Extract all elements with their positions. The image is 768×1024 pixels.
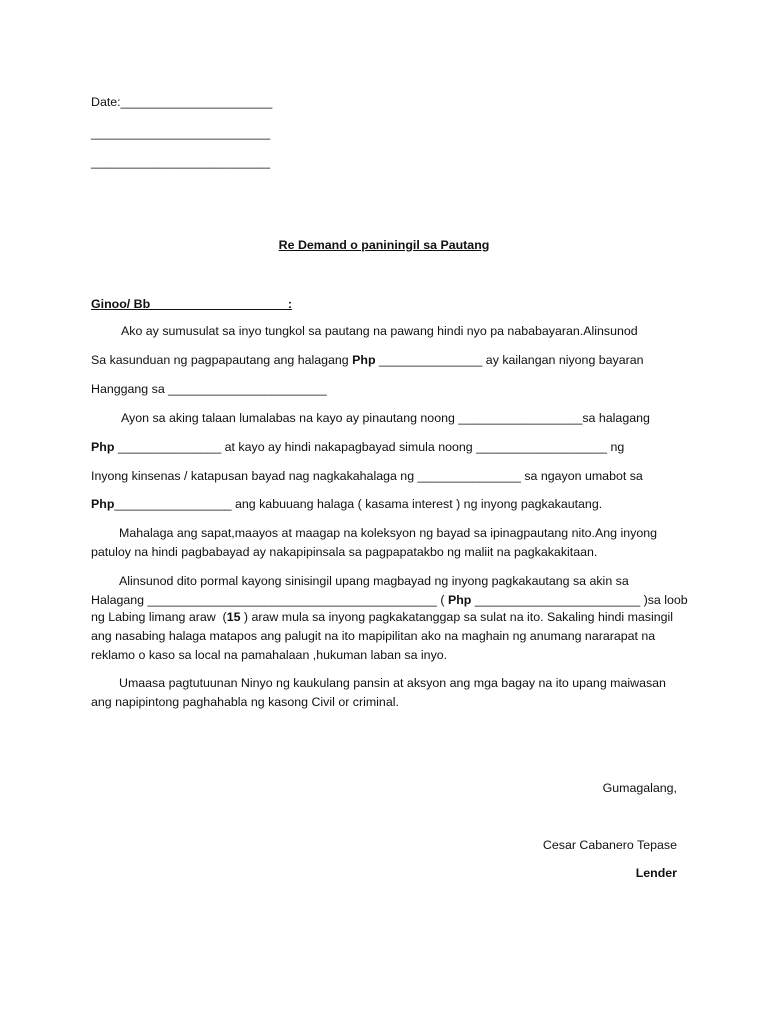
paragraph-3-line-1: Mahalaga ang sapat,maayos at maagap na koleksyon ng bayad sa ipinagpautang nito.Ang inyong	[119, 526, 658, 540]
paragraph-4-line-1: Alinsunod dito pormal kayong sinisingil upang magbayad ng inyong pagkakautang sa akin sa	[119, 574, 629, 588]
address-line-1: __________________________	[91, 126, 271, 140]
text-run: _______________ ay kailangan niyong bayaran	[375, 353, 644, 367]
address-line-2: __________________________	[91, 155, 271, 169]
paragraph-5-line-1: Umaasa pagtutuunan Ninyo ng kaukulang pansin at aksyon ang mga bagay na ito upang maiwasan	[119, 676, 666, 690]
paragraph-4-line-5: reklamo o kaso sa local na pamahalaan ,hukuman laban sa inyo.	[91, 648, 448, 662]
signer-role: Lender	[635, 866, 677, 880]
paragraph-1-line-2	[91, 351, 644, 369]
paragraph-4-line-3	[91, 608, 673, 626]
text-run: _______________ at kayo ay hindi nakapagbayad simula noong ___________________ ng	[114, 440, 625, 454]
paragraph-4-line-4: ang nasabing halaga matapos ang palugit na ito mapipilitan ako na maghain ng anumang nararapat na	[91, 629, 656, 643]
days-number: 15	[226, 610, 241, 624]
paragraph-4-line-2	[91, 591, 688, 609]
text-run: ________________________ )sa loob	[471, 593, 688, 607]
date-blank: ______________________	[120, 95, 273, 109]
php-label: Php	[352, 353, 376, 367]
letter-title: Re Demand o paniningil sa Pautang	[278, 238, 490, 252]
php-label: Php	[447, 593, 472, 607]
paragraph-2-line-2	[91, 438, 624, 456]
date-label: Date:	[91, 95, 121, 109]
salutation: Ginoo/ Bb :	[91, 297, 293, 311]
text-run: ) araw mula sa inyong pagkakatanggap sa sulat na ito. Sakaling hindi masingil	[240, 610, 674, 624]
php-label: Php	[91, 497, 115, 511]
signer-name: Cesar Cabanero Tepase	[542, 838, 677, 852]
closing: Gumagalang,	[602, 781, 677, 795]
date-line	[91, 93, 272, 111]
paragraph-2-line-3: Inyong kinsenas / katapusan bayad nag nagkakahalaga ng _______________ sa ngayon umabot sa	[91, 469, 643, 483]
php-label: Php	[91, 440, 115, 454]
paragraph-2-line-1: Ayon sa aking talaan lumalabas na kayo ay pinautang noong __________________sa halagang	[121, 411, 650, 425]
paragraph-1-line-1: Ako ay sumusulat sa inyo tungkol sa pautang na pawang hindi nyo pa nababayaran.Alinsunod	[121, 324, 638, 338]
paragraph-5-line-2: ang napipintong paghahabla ng kasong Civil or criminal.	[91, 695, 399, 709]
paragraph-3-line-2: patuloy na hindi pagbabayad ay nakapipinsala sa pagpapatakbo ng maliit na pagkakakitaan.	[91, 545, 598, 559]
text-run: Sa kasunduan ng pagpapautang ang halagang	[91, 353, 353, 367]
paragraph-1-line-3: Hanggang sa _______________________	[91, 382, 327, 396]
paragraph-2-line-4	[91, 495, 602, 513]
text-run: ng Labing limang araw (	[91, 610, 227, 624]
text-run: Halagang __________________________________________ (	[91, 593, 448, 607]
text-run: _________________ ang kabuuang halaga ( kasama interest ) ng inyong pagkakautang.	[114, 497, 603, 511]
